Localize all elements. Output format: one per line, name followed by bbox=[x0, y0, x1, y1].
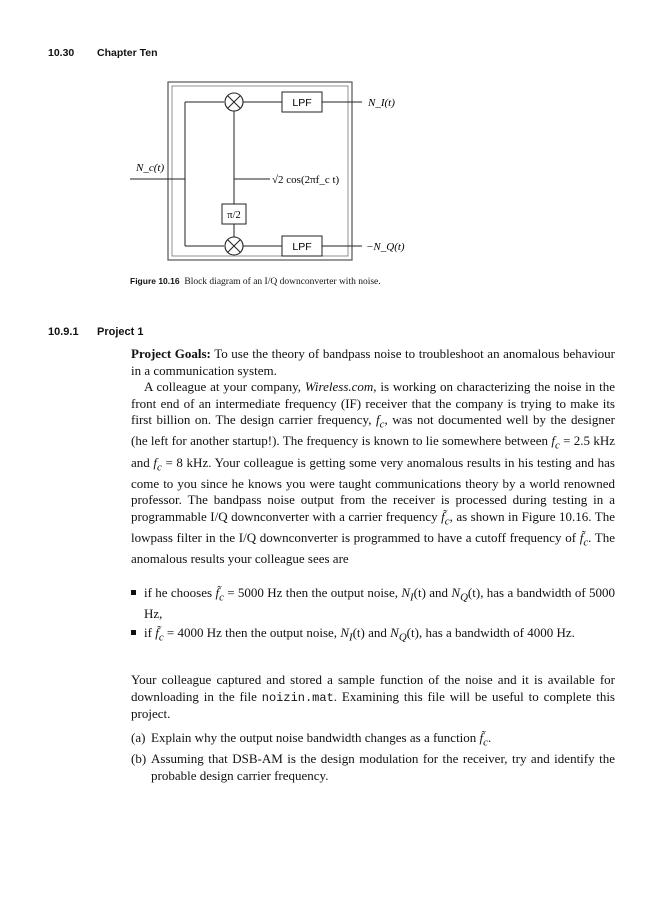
symbol-t: (t) bbox=[406, 625, 419, 640]
bullet-square bbox=[131, 590, 136, 595]
chapter-title: Chapter Ten bbox=[97, 47, 158, 59]
para-text: = 2.5 kHz and bbox=[131, 433, 615, 470]
frame-outer bbox=[168, 82, 352, 260]
project-goals bbox=[131, 346, 615, 379]
para-text: = 8 kHz. Your colleague is getting some very anomalous results in his testing and has come to you since he knows you were taught communications theory by a world renowned professor. The bandpass noise output from the receiver is processed during testing in a programmable I/Q downconverter with a carrier frequency bbox=[131, 454, 615, 524]
symbol-fc-tilde: f̃ bbox=[441, 508, 445, 524]
symbol-t: (t) bbox=[467, 585, 481, 600]
symbol-fc: f bbox=[153, 454, 158, 470]
symbol-nq: N bbox=[451, 585, 461, 600]
bullet-text: if bbox=[144, 625, 156, 640]
symbol-fc: f bbox=[376, 412, 380, 428]
file-name: noizin.mat bbox=[261, 690, 334, 705]
symbol-t: (t) bbox=[413, 585, 426, 600]
section-number: 10.9.1 bbox=[48, 326, 79, 338]
symbol-sub: c bbox=[157, 461, 162, 474]
bullet-text: if he chooses bbox=[144, 585, 216, 600]
bullet-text: = 5000 Hz then the output noise, bbox=[223, 585, 402, 600]
symbol-fc-tilde: f̃ bbox=[215, 585, 220, 600]
para-text: A colleague at your company, bbox=[144, 379, 305, 394]
goals-text: To use the theory of bandpass noise to troubleshoot an anomalous behaviour in a communication system. bbox=[131, 346, 616, 378]
symbol-sub: Q bbox=[460, 591, 468, 604]
symbol-fc: f bbox=[551, 433, 555, 449]
para-text: , is working on characterizing the noise in the front end of an intermediate frequency (IF) receiver that the company is trying to make its first billion on. The design carrier frequency, bbox=[131, 379, 615, 428]
para-text: Your colleague captured and stored a sample function of the noise and it is available for downloading in the file bbox=[131, 672, 615, 704]
symbol-ni: N bbox=[340, 625, 349, 640]
oscillator-label: √2 cos(2πf_c t) bbox=[272, 174, 340, 186]
item-text: Explain why the output noise bandwidth changes as a function bbox=[151, 730, 480, 745]
mixer-top-icon bbox=[225, 93, 243, 111]
symbol-sub: c bbox=[379, 418, 385, 431]
output-top-label: N_I(t) bbox=[368, 97, 395, 109]
symbol-sub: I bbox=[348, 631, 353, 644]
symbol-sub: c bbox=[219, 591, 224, 604]
symbol-fc-tilde: f̃ bbox=[579, 530, 584, 546]
symbol-fc-tilde: f̃ bbox=[479, 730, 484, 745]
goals-label: Project Goals: bbox=[131, 346, 211, 361]
figure-caption bbox=[130, 276, 420, 288]
input-label: N_c(t) bbox=[136, 162, 165, 174]
bullet-text: and bbox=[425, 585, 452, 600]
page-number: 10.30 bbox=[48, 47, 75, 59]
item-text: Assuming that DSB-AM is the design modulation for the receiver, try and identify the probable design carrier frequency. bbox=[151, 751, 615, 783]
main-paragraph bbox=[131, 379, 615, 568]
para-text: . Examining this file will be useful to complete this project. bbox=[131, 688, 615, 722]
bullet-square bbox=[131, 630, 136, 635]
closing-paragraph bbox=[131, 672, 615, 723]
lpf-bottom-label: LPF bbox=[292, 241, 312, 253]
symbol-sub: I bbox=[410, 591, 414, 604]
bullet-text: , has a bandwidth of 4000 Hz. bbox=[418, 625, 575, 640]
iq-downconverter-diagram bbox=[120, 80, 420, 270]
symbol-sub: c bbox=[483, 736, 488, 749]
symbol-sub: c bbox=[554, 439, 560, 452]
bullet-text: , has a bandwidth of 5000 Hz, bbox=[144, 585, 616, 622]
symbol-sub: c bbox=[158, 631, 164, 644]
symbol-sub: Q bbox=[398, 631, 407, 644]
phase-shift-label: π/2 bbox=[227, 210, 241, 221]
caption-label: Figure 10.16 bbox=[130, 276, 180, 286]
lpf-top-label: LPF bbox=[292, 97, 312, 109]
para-text: , was not documented well by the designer (he left for another startup!). The frequency is known to lie somewhere between bbox=[131, 412, 616, 449]
item-marker: (b) bbox=[131, 751, 147, 766]
para-text: , as shown in Figure 10.16. The lowpass filter in the I/Q downconverter is programmed to have a cutoff frequency of bbox=[131, 508, 615, 546]
symbol-t: (t) bbox=[352, 625, 365, 640]
para-text: . The anomalous results your colleague sees are bbox=[131, 530, 616, 567]
output-bottom-label: −N_Q(t) bbox=[366, 241, 405, 253]
symbol-fc-tilde: f̃ bbox=[155, 625, 159, 640]
bullet-text: and bbox=[364, 625, 391, 640]
symbol-ni: N bbox=[401, 585, 411, 600]
symbol-nq: N bbox=[390, 625, 399, 640]
company-name: Wireless.com bbox=[304, 379, 374, 394]
item-marker: (a) bbox=[131, 730, 146, 745]
bullet-text: = 4000 Hz then the output noise, bbox=[163, 625, 341, 640]
section-title: Project 1 bbox=[97, 326, 144, 338]
symbol-sub: c bbox=[444, 515, 450, 528]
mixer-bottom-icon bbox=[225, 237, 243, 255]
caption-text: Block diagram of an I/Q downconverter with noise. bbox=[184, 277, 381, 287]
symbol-sub: c bbox=[583, 536, 589, 549]
